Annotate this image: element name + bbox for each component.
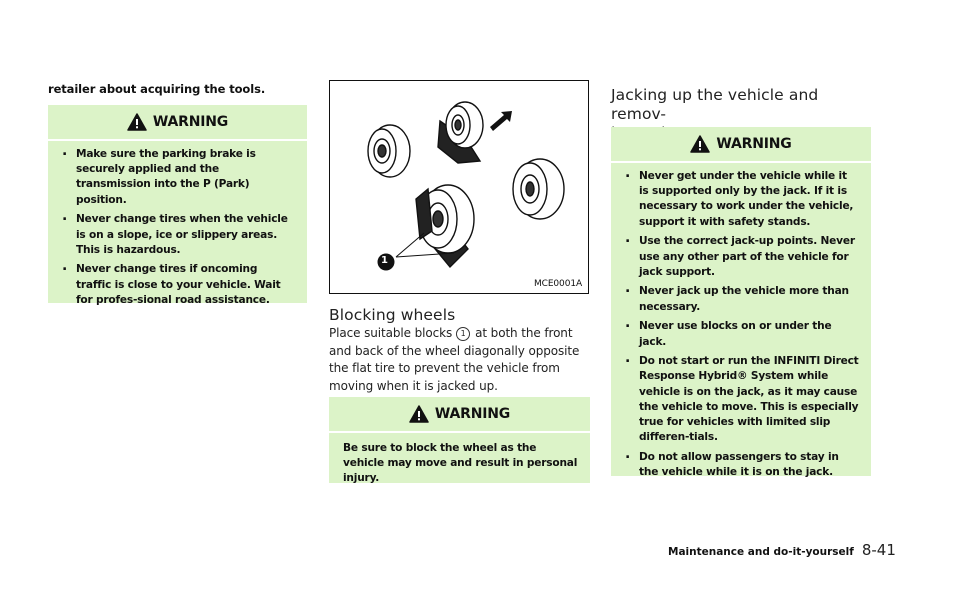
- warning-header: [611, 127, 871, 161]
- callout-reference: 1: [456, 327, 470, 341]
- warning-box-left: [48, 105, 307, 306]
- page-number: 8-41: [861, 541, 896, 559]
- warning-box-right: [611, 127, 871, 479]
- warning-title: WARNING: [152, 114, 229, 130]
- warning-item: . Never change tires if oncoming traffic is close to your vehicle. Wait for profes-sional road assistance.: [62, 262, 295, 308]
- callout-number: 1: [381, 255, 388, 266]
- warning-item: . Never change tires when the vehicle is on a slope, ice or slippery areas. This is hazardous.: [62, 212, 295, 258]
- warning-item: . Never use blocks on or under the jack.: [625, 319, 859, 349]
- wheels-drawing: [330, 81, 587, 292]
- warning-triangle-icon: [690, 135, 710, 153]
- wheel-blocks-illustration: [329, 80, 589, 294]
- warning-item: . Use the correct jack-up points. Never use any other part of the vehicle for jack support.: [625, 234, 859, 280]
- continued-text: retailer about acquiring the tools.: [48, 82, 266, 96]
- warning-list: [611, 163, 871, 493]
- blocking-wheels-paragraph: [329, 325, 590, 395]
- warning-header: [48, 105, 307, 139]
- warning-title: WARNING: [434, 406, 511, 422]
- warning-item: . Make sure the parking brake is securely applied and the transmission into the P (Park) position.: [62, 147, 295, 208]
- warning-triangle-icon: [127, 113, 147, 131]
- warning-text: Be sure to block the wheel as the vehicle may move and result in personal injury.: [343, 442, 578, 485]
- heading-line-1: Jacking up the vehicle and remov-: [611, 86, 819, 123]
- warning-box-middle: [329, 397, 590, 483]
- footer-section-title: Maintenance and do-it-yourself: [668, 546, 854, 558]
- paragraph-text-start: Place suitable blocks: [329, 326, 453, 340]
- warning-title: WARNING: [716, 136, 792, 152]
- warning-item: . Never get under the vehicle while it is supported only by the jack. If it is necessary to work under the vehicle, support it with safety stands.: [625, 169, 859, 230]
- figure-code: MCE0001A: [534, 279, 582, 289]
- section-heading-blocking-wheels: Blocking wheels: [329, 306, 456, 324]
- warning-list: [48, 141, 307, 321]
- warning-triangle-icon: [409, 405, 429, 423]
- paragraph-text-end: at both the front and back of the wheel diagonally opposite the flat tire to prevent the vehicle from moving when it is jacked up.: [329, 326, 580, 393]
- warning-item: . Never jack up the vehicle more than necessary.: [625, 284, 859, 314]
- warning-header: [329, 397, 590, 431]
- warning-item: . Do not allow passengers to stay in the vehicle while it is on the jack.: [625, 450, 859, 480]
- warning-item: . Do not start or run the INFINITI Direct Response Hybrid® System while vehicle is on the jack, as it may cause the vehicle to move. This is especially true for vehicles with limited slip differen-tials.: [625, 354, 859, 445]
- page-footer: [668, 541, 896, 559]
